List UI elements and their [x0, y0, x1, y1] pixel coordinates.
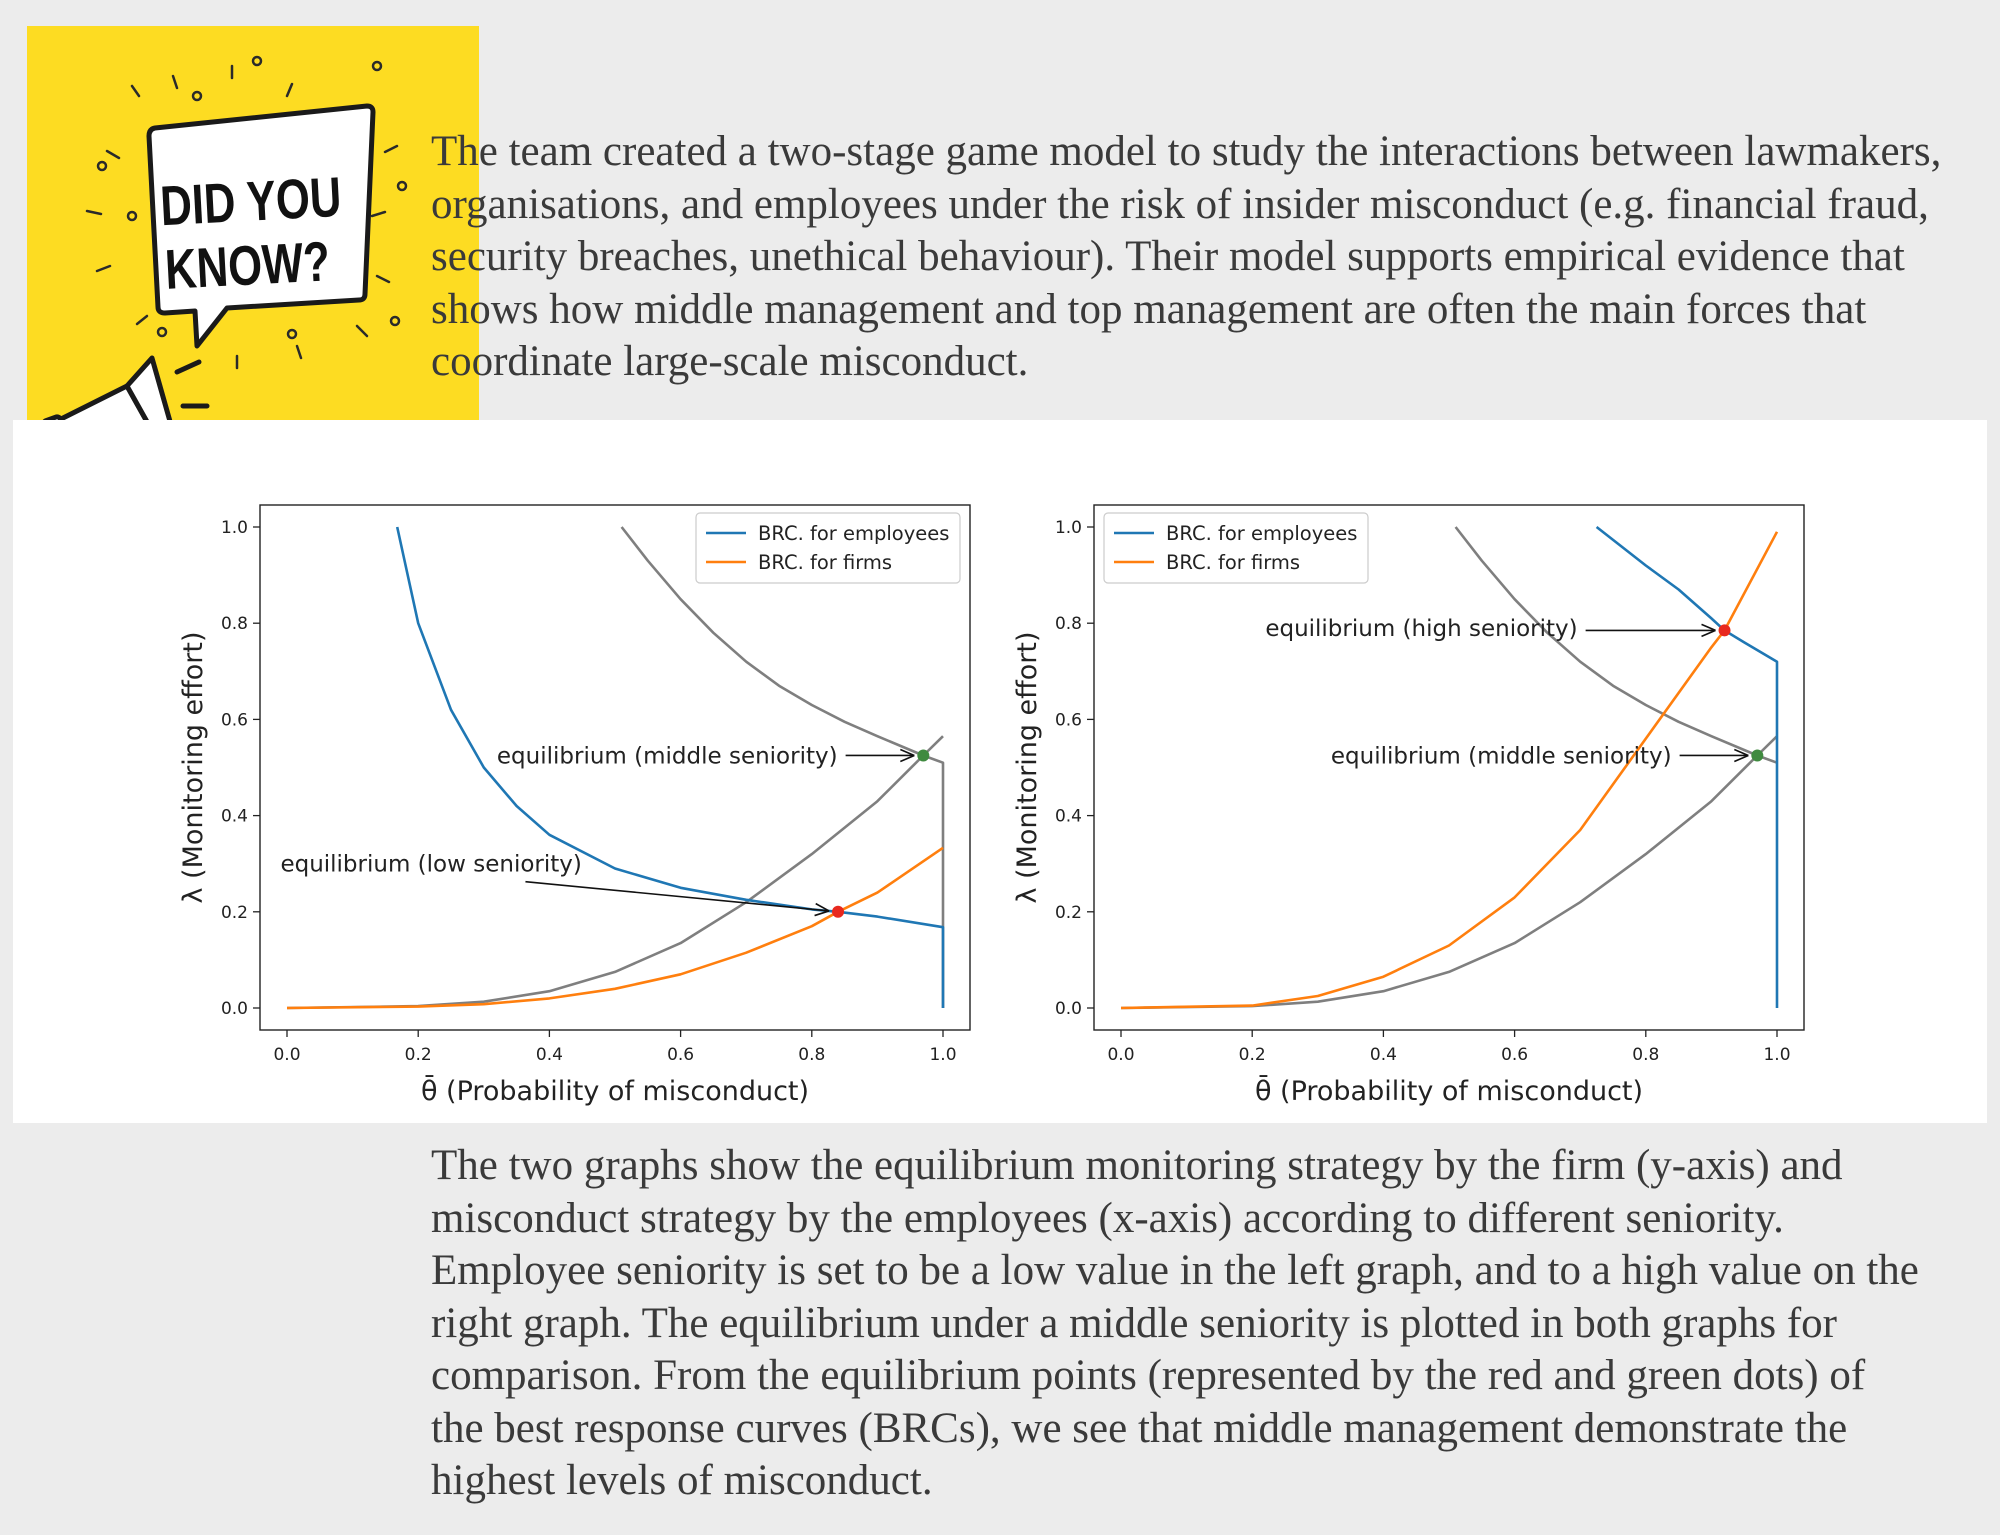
y-tick-label: 0.6 — [220, 710, 248, 731]
x-tick-label: 0.2 — [1238, 1045, 1266, 1065]
x-tick-label: 0.6 — [667, 1045, 695, 1065]
comparison-line — [1121, 736, 1777, 1008]
y-tick-label: 0.4 — [220, 806, 248, 827]
did-you-know-badge — [27, 26, 479, 472]
y-tick-label: 0.8 — [220, 614, 248, 635]
y-tick-label: 0.8 — [1054, 614, 1082, 635]
y-axis-label: λ (Monitoring effort) — [1012, 631, 1043, 904]
x-tick-label: 0.0 — [273, 1045, 301, 1065]
series-line-firms — [1121, 532, 1777, 1008]
chart-2 — [1012, 505, 1804, 1107]
x-tick-label: 0.8 — [798, 1045, 826, 1065]
x-tick-label: 0.0 — [1107, 1045, 1135, 1065]
x-tick-label: 0.2 — [404, 1045, 432, 1065]
legend — [696, 513, 960, 583]
chart-1 — [178, 505, 970, 1107]
equilibrium-point — [1751, 749, 1763, 761]
equilibrium-point — [917, 749, 929, 761]
y-tick-label: 0.2 — [220, 902, 248, 923]
legend-label: BRC. for firms — [758, 551, 893, 574]
y-tick-label: 0.6 — [1054, 710, 1082, 731]
equilibrium-point — [1719, 624, 1731, 636]
equilibrium-label: equilibrium (high seniority) — [1265, 616, 1578, 643]
equilibrium-label: equilibrium (middle seniority) — [1330, 743, 1672, 770]
y-tick-label: 1.0 — [1054, 518, 1082, 538]
y-tick-label: 0.0 — [220, 999, 248, 1019]
intro-paragraph: The team created a two-stage game model to study the interactions between lawmakers, organisations, and employees under the risk of insider misconduct (e.g. financial fraud, security breaches, unethical behaviour). Their model supports empirical evidence that shows how middle management and top management are often the main forces that coordinate large-scale misconduct. — [431, 128, 1942, 385]
y-tick-label: 0.4 — [1054, 806, 1082, 827]
y-tick-label: 1.0 — [220, 518, 248, 538]
legend-label: BRC. for employees — [1166, 522, 1358, 545]
x-tick-label: 0.6 — [1501, 1045, 1529, 1065]
legend — [1104, 513, 1368, 583]
equilibrium-label: equilibrium (low seniority) — [280, 851, 582, 878]
x-tick-label: 1.0 — [929, 1045, 957, 1065]
badge-line-1: DID YOU — [158, 165, 343, 238]
y-axis-label: λ (Monitoring effort) — [178, 631, 209, 904]
explanation-paragraph: The two graphs show the equilibrium monitoring strategy by the firm (y-axis) and misconduct strategy by the employees (x-axis) according to different seniority. Employee seniority is set to be a low value in the left graph, and to a high value on the right graph. The equilibrium under a middle seniority is plotted in both graphs for comparison. From the equilibrium points (represented by the red and green dots) of the best response curves (BRCs), we see that middle management demonstrate the highest levels of misconduct. — [431, 1142, 1919, 1504]
x-tick-label: 0.4 — [535, 1045, 563, 1065]
badge-line-2: KNOW? — [163, 230, 332, 302]
equilibrium-charts — [13, 420, 1987, 1123]
x-axis-label: θ̄ (Probability of misconduct) — [1254, 1076, 1644, 1107]
x-tick-label: 0.8 — [1632, 1045, 1660, 1065]
did-you-know-illustration — [27, 26, 479, 472]
legend-label: BRC. for employees — [758, 522, 950, 545]
comparison-line — [1456, 527, 1777, 763]
legend-label: BRC. for firms — [1166, 551, 1301, 574]
equilibrium-point — [832, 906, 844, 918]
equilibrium-label: equilibrium (middle seniority) — [496, 743, 838, 770]
speech-bubble — [149, 106, 373, 346]
chart-panel — [13, 420, 1987, 1123]
y-tick-label: 0.0 — [1054, 999, 1082, 1019]
x-axis-label: θ̄ (Probability of misconduct) — [420, 1076, 810, 1107]
x-tick-label: 0.4 — [1369, 1045, 1397, 1065]
x-tick-label: 1.0 — [1763, 1045, 1791, 1065]
y-tick-label: 0.2 — [1054, 902, 1082, 923]
